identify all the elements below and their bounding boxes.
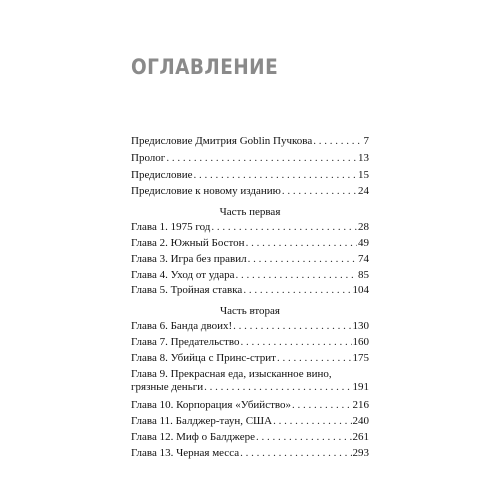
dot-leader [243, 284, 351, 297]
toc-entry-page: 24 [358, 185, 369, 197]
toc-entry[interactable] [131, 253, 369, 266]
toc-entry-page: 175 [352, 352, 369, 364]
toc-entry[interactable] [131, 284, 369, 297]
toc-entry-page: 104 [352, 284, 369, 296]
dot-leader [277, 352, 352, 365]
toc-entry[interactable] [131, 185, 369, 198]
toc-entry[interactable] [131, 269, 369, 282]
part-title: Часть первая [219, 206, 281, 218]
dot-leader [273, 415, 351, 428]
toc-entry-title: Глава 5. Тройная ставка [131, 284, 243, 296]
toc-entry[interactable] [131, 336, 369, 349]
dot-leader [248, 253, 357, 266]
toc-entry-page: 216 [352, 399, 369, 411]
dot-leader [166, 152, 357, 165]
toc-entry-title: Глава 4. Уход от удара [131, 269, 235, 281]
toc-entry-page: 130 [352, 320, 369, 332]
dot-leader [194, 169, 358, 182]
toc-entry[interactable] [131, 169, 369, 182]
toc-entry-title: Глава 10. Корпорация «Убийство» [131, 399, 291, 411]
toc-heading: ОГЛАВЛЕНИЕ [131, 55, 279, 79]
toc-entry[interactable] [131, 221, 369, 234]
dot-leader [240, 336, 351, 349]
toc-entry[interactable] [131, 237, 369, 250]
toc-entry[interactable] [131, 415, 369, 428]
toc-entry-page: 28 [358, 221, 369, 233]
toc-entry-page: 13 [358, 152, 369, 164]
toc-entry-page: 7 [363, 135, 369, 147]
toc-entry-title: Глава 11. Балджер-таун, США [131, 415, 273, 427]
dot-leader [204, 381, 351, 394]
toc-entry-title: Пролог [131, 152, 166, 164]
toc-entry[interactable] [131, 320, 369, 333]
toc-entry-title: Глава 1. 1975 год [131, 221, 211, 233]
toc-entry-page: 261 [352, 431, 369, 443]
dot-leader [233, 320, 351, 333]
toc-entry-title: Предисловие [131, 169, 193, 181]
toc-entry-title: Глава 8. Убийца с Принс-стрит [131, 352, 276, 364]
toc-entry[interactable] [131, 431, 369, 444]
dot-leader [292, 399, 352, 412]
toc-entry-title: Предисловие к новому изданию [131, 185, 281, 197]
dot-leader [240, 447, 351, 460]
dot-leader [211, 221, 357, 234]
toc-entry-title-line2: грязные деньги [131, 381, 204, 393]
toc-entry-page: 160 [352, 336, 369, 348]
toc-entry-title: Глава 7. Предательство [131, 336, 240, 348]
toc-entry-title: Глава 3. Игра без правил [131, 253, 247, 265]
part-title: Часть вторая [219, 305, 280, 317]
dot-leader [246, 237, 357, 250]
dot-leader [313, 135, 362, 148]
toc-entry-line2 [131, 381, 369, 394]
toc-entry-title: Глава 12. Миф о Балджере [131, 431, 255, 443]
toc-entry-title: Глава 13. Черная месса [131, 447, 240, 459]
dot-leader [282, 185, 357, 198]
toc-entry[interactable] [131, 152, 369, 165]
toc-entry-page: 74 [358, 253, 369, 265]
dot-leader [235, 269, 357, 282]
toc-entry[interactable] [131, 447, 369, 460]
toc-entry[interactable] [131, 368, 369, 394]
toc-entry-title: Глава 2. Южный Бостон [131, 237, 245, 249]
toc-entry[interactable] [131, 135, 369, 148]
toc-entry-page: 85 [358, 269, 369, 281]
toc-entry-title-line1: Глава 9. Прекрасная еда, изысканное вино, [131, 368, 332, 380]
toc-entry-page: 240 [352, 415, 369, 427]
toc-entry[interactable] [131, 352, 369, 365]
toc-entry[interactable] [131, 399, 369, 412]
toc-entry-title: Предисловие Дмитрия Goblin Пучкова [131, 135, 313, 147]
toc-entry-page: 49 [358, 237, 369, 249]
toc-entry-page: 15 [358, 169, 369, 181]
dot-leader [256, 431, 352, 444]
toc-entry-title: Глава 6. Банда двоих! [131, 320, 233, 332]
toc-entry-page: 191 [352, 381, 369, 393]
toc-entry-page: 293 [352, 447, 369, 459]
